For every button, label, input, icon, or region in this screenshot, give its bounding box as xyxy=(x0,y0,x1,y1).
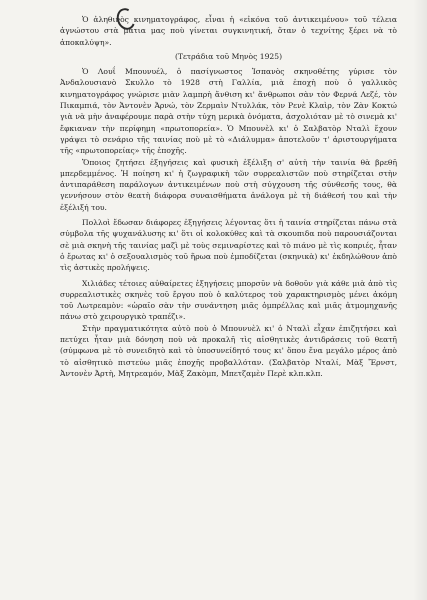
quote-source: (Τετράδια τοῦ Μηνὸς 1925) xyxy=(174,51,283,61)
paragraph-intro: Ὁ Λουΐ Μπουνυέλ, ὁ πασίγνωστος Ἱσπανὸς σκηνοθέτης γύρισε τὸν Ἀνδαλουσιανὸ Σκυλλο τὸ 1928 στὴ Γαλλία, μιὰ ἐποχὴ ποὺ ὁ γαλλικὸς κινηματογράφος γνώρισε μιὰν λαμπρὴ ἄνθιση κι' ἄνθρωποι σὰν τὸν Φερνά Λεζέ, τὸν Πικαμπιά, τὸν Ἀντονὲν Ἀρνώ, τὸν Ζερμαὶν Ντυλλάκ, τὸν Ρενὲ Κλαὶρ, τὸν Ζὰν Κοκτώ γιὰ νὰ μὴν ἀναφέρουμε παρὰ στὴν τύχη μερικὰ ὀνόματα, ἀσχολιόταν μὲ τὸ σινεμὰ κι' ἔφκιαναν τὴν περίφημη «πρωτοπορεία». Ὁ Μπουνὲλ κι' ὁ Σαλβατὸρ Νταλὶ ἔχουν γράψει τὸ σενάριο τῆς ταινίας ποὺ μὲ τὸ «Διάλυμμα» ἀποτελοῦν τ' ἀριστουργήματα τῆς «πρωτοπορείας» τῆς ἐποχῆς. xyxy=(60,67,397,156)
document-body xyxy=(60,14,397,379)
opening-quote: Ὁ ἀληθινὸς κινηματογράφος, εἶναι ἡ «εἰκόνα τοῦ ἀντικειμένου» τοῦ τέλεια ἀγνώστου στὰ μάτια μας ποὺ γίνεται συγκινητική, ὅταν ὁ τεχνίτης ξέρει νὰ τὸ ἀποκαλύψη». xyxy=(60,15,397,47)
paragraph-explanations: Ὅποιος ζητήσει ἐξηγήσεις καὶ φυσικὴ ἐξέλιξη σ' αὐτὴ τὴν ταινία θὰ βρεθῆ μπερδεμμένος. Ἡ ποίηση κι' ἡ ζωγραφικὴ τῶν συρρεαλιστῶν ποὺ στηρίζεται στὴν ἀντιπαράθεση παράλογων ἀντικειμένων ποὺ στὴ σύγχουση τῆς σύνθεσῆς τους, θὰ γεννήσουν στὸν θεατὴ διάφορα συναισθήματα ἀνάλογα μὲ τὴ διάθεσή του καὶ τὴν ἐξέλιξή του. xyxy=(60,157,397,212)
paragraph-reality: Στὴν πραγματικότητα αὐτὸ ποὺ ὁ Μπουνυὲλ κι' ὁ Νταλὶ εἶχαν ἐπιζητήσει καὶ πετύχει ἦταν μιὰ δόνηση ποὺ νὰ προκαλῆ τὶς αἰσθητικὲς ἀντιδράσεις τοῦ θεατῆ (σύμφωνα μὲ τὸ συνειδητὸ καὶ τὸ ὑποσυνείδητό τους κι' ὅπου ἕνα μεγάλο μέρος ἀπὸ τὸ αἰσθητικὸ πιστεύω μιᾶς ἐποχῆς προβαλλόταν. (Σαλβατὸρ Νταλί, Μὰξ Ἔρνστ, Ἀντονὲν Ἀρτὴ, Μητρεαμόν, Μὰξ Ζακὸμπ, Μπετζαμὲν Περὲ κλπ.κλπ. xyxy=(60,323,397,378)
paragraph-interpretations: Χιλιάδες τέτοιες αὐθαίρετες ἐξηγήσεις μπορσῦν νὰ δοθοῦν γιὰ κάθε μιὰ ἀπὸ τὶς συρρεαλιστικὲς σκηνὲς τοῦ ἔργου ποὺ ὁ καλύτερος τοὺ χαρακτηρισμὸς μένει ἀκόμη τοῦ Λωτρεαμὸν: «ὡραῖο σὰν τὴν συνάντηση μιᾶς ὀμπρέλλας καὶ μιᾶς ἀτμομηχανῆς πάνω στὸ χειρουργικὸ τραπέζι». xyxy=(60,278,397,322)
paragraph-symbols: Πολλοὶ ἔδωσαν διάφορες ἐξηγήσεις λέγοντας ὅτι ἡ ταινία στηρίζεται πάνω στὰ σύμβολα τῆς ψυχανάλυσης κι' ὅτι οἱ κολοκύθες καὶ τὰ σκουπιδα ποὺ παρουσιάζονται σὲ μιὰ σκηνὴ τῆς ταινίας μαζὶ μὲ τοὺς σεμιναρίστες καὶ τὸ πιάνο μὲ τὶς κοπριές, ἦταν ὁ ἔρωτας κι' ὁ σεξουαλισμὸς τοῦ ἥρωα ποὺ ἐμποδίζεται (σκηνικὰ) κι' ἐκδηλώθουν ἀπὸ τὶς ἀστικὲς προλήψεις. xyxy=(60,218,397,273)
